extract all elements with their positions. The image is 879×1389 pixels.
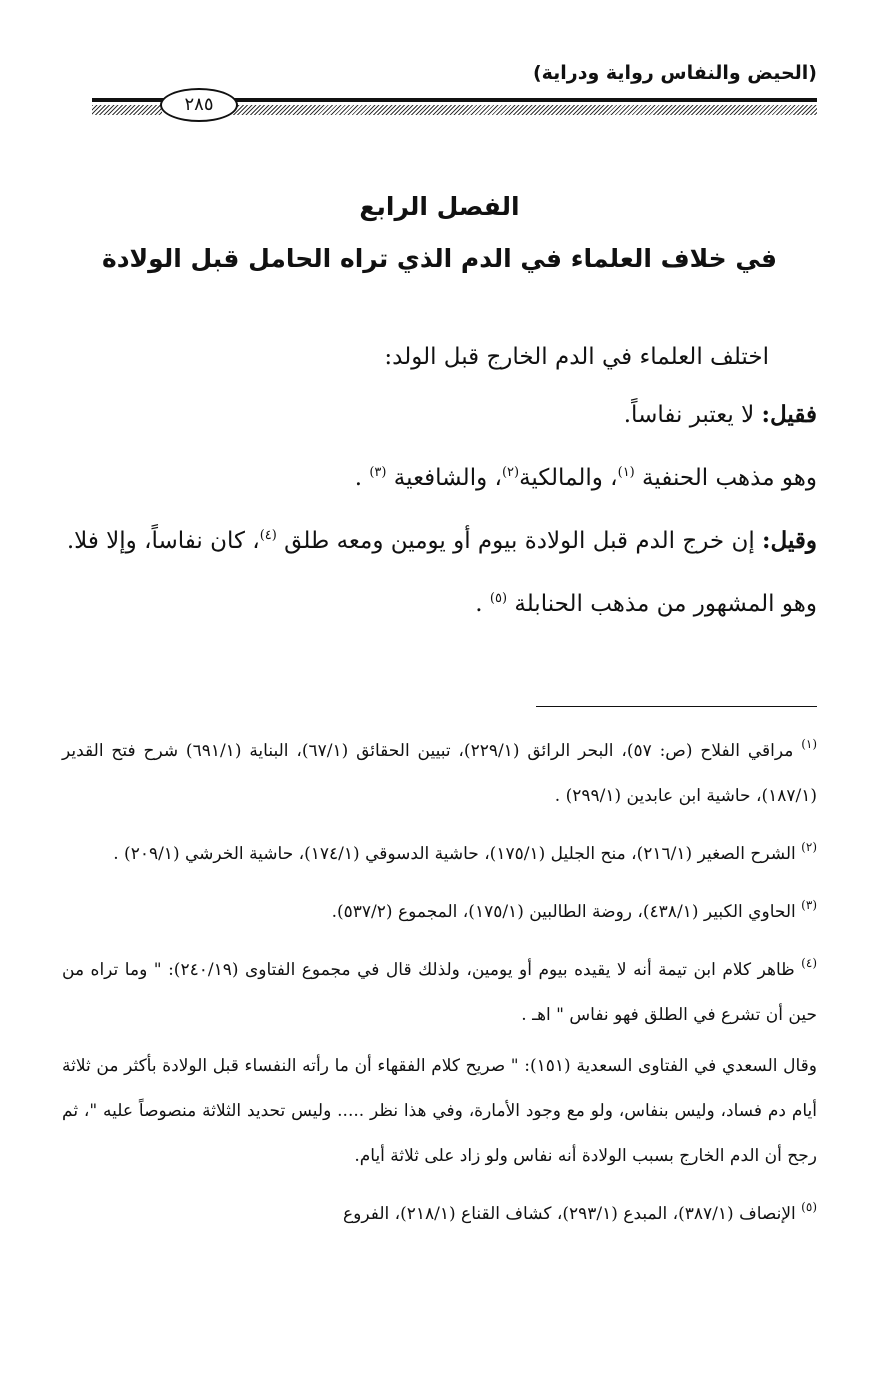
- footnote-text: الإنصاف (٣٨٧/١)، المبدع (٢٩٣/١)، كشاف القناع (٢١٨/١)، الفروع: [342, 1204, 802, 1224]
- sources-text: وهو المشهور من مذهب الحنابلة: [507, 591, 817, 617]
- opinion-one-text: لا يعتبر نفاساً.: [623, 402, 762, 428]
- footnote-separator: [536, 706, 817, 707]
- footnote-3: [62, 883, 817, 935]
- footnote-text: الشرح الصغير (٢١٦/١)، منح الجليل (١٧٥/١)، حاشية الدسوقي (١٧٤/١)، حاشية الخرشي (٢٠٩/١) .: [113, 844, 802, 864]
- footnote-ref-5[interactable]: (٥): [489, 591, 508, 606]
- footnote-number: (٤): [801, 956, 817, 970]
- opinion-one-sources: [62, 444, 817, 507]
- footnotes: [62, 722, 817, 1243]
- intro-paragraph: اختلف العلماء في الدم الخارج قبل الولد:: [384, 344, 769, 370]
- opinion-one-lead: فقيل:: [761, 401, 817, 428]
- sources-text: وهو مذهب الحنفية: [634, 465, 817, 491]
- page-number: ٢٨٥: [160, 88, 238, 122]
- running-title: (الحيض والنفاس رواية ودراية): [532, 62, 817, 84]
- footnote-number: (٥): [801, 1200, 817, 1214]
- opinion-two-lead: وقيل:: [762, 527, 817, 554]
- footnote-ref-4[interactable]: (٤): [259, 528, 277, 543]
- footnote-2: [62, 825, 817, 877]
- sources-text: ، والمالكية: [519, 465, 618, 491]
- body-text: [62, 328, 817, 633]
- opinion-two-end: ، كان نفاساً، وإلا فلا.: [66, 528, 260, 554]
- footnote-4: [62, 941, 817, 1038]
- footnote-number: (٢): [801, 840, 817, 854]
- sources-text: ، والشافعية: [386, 465, 502, 491]
- footnote-1: [62, 722, 817, 819]
- footnote-text: مراقي الفلاح (ص: ٥٧)، البحر الرائق (٢٢٩/١)، تبيين الحقائق (٦٧/١)، البناية (٦٩١/١) شرح فتح القدير (١٨٧/١)، حاشية ابن عابدين (٢٩٩/١) .: [62, 741, 817, 806]
- sources-text: .: [475, 591, 490, 617]
- chapter-subtitle: في خلاف العلماء في الدم الذي تراه الحامل قبل الولادة: [101, 244, 778, 273]
- opinion-one: [62, 386, 817, 444]
- footnote-number: (٣): [801, 898, 817, 912]
- sources-text: .: [354, 465, 370, 491]
- footnote-text: الحاوي الكبير (٤٣٨/١)، روضة الطالبين (١٧٥/١)، المجموع (٥٣٧/٢).: [331, 902, 802, 922]
- header-hatch-ornament-left: [92, 105, 162, 115]
- opinion-two-text: إن خرج الدم قبل الولادة بيوم أو يومين ومعه طلق: [276, 528, 763, 554]
- chapter-title: الفصل الرابع: [359, 192, 520, 221]
- footnote-4-continuation: وقال السعدي في الفتاوى السعدية (١٥١): " صريح كلام الفقهاء أن ما رأته النفساء قبل الولادة بأكثر من ثلاثة أيام دم فساد، وليس بنفاس، ولو مع وجود الأمارة، وفي هذا نظر ..... وليس تحديد الثلاثة منصوصاً عليه "، ثم رجح أن الدم الخارج بسبب الولادة أنه نفاس ولو زاد على ثلاثة أيام.: [62, 1056, 817, 1166]
- opinion-two-sources: [62, 570, 817, 633]
- footnote-ref-3[interactable]: (٣): [369, 465, 387, 480]
- footnote-5: [62, 1185, 817, 1237]
- header-hatch-ornament: [230, 105, 817, 115]
- footnote-text: ظاهر كلام ابن تيمة أنه لا يقيده بيوم أو يومين، ولذلك قال في مجموع الفتاوى (٢٤٠/١٩): " وما تراه من حين أن تشرع في الطلق فهو نفاس " اهـ .: [62, 960, 817, 1025]
- opinion-two: [62, 507, 817, 570]
- footnote-ref-1[interactable]: (١): [617, 465, 635, 480]
- footnote-number: (١): [801, 737, 818, 751]
- footnote-ref-2[interactable]: (٢): [501, 465, 520, 480]
